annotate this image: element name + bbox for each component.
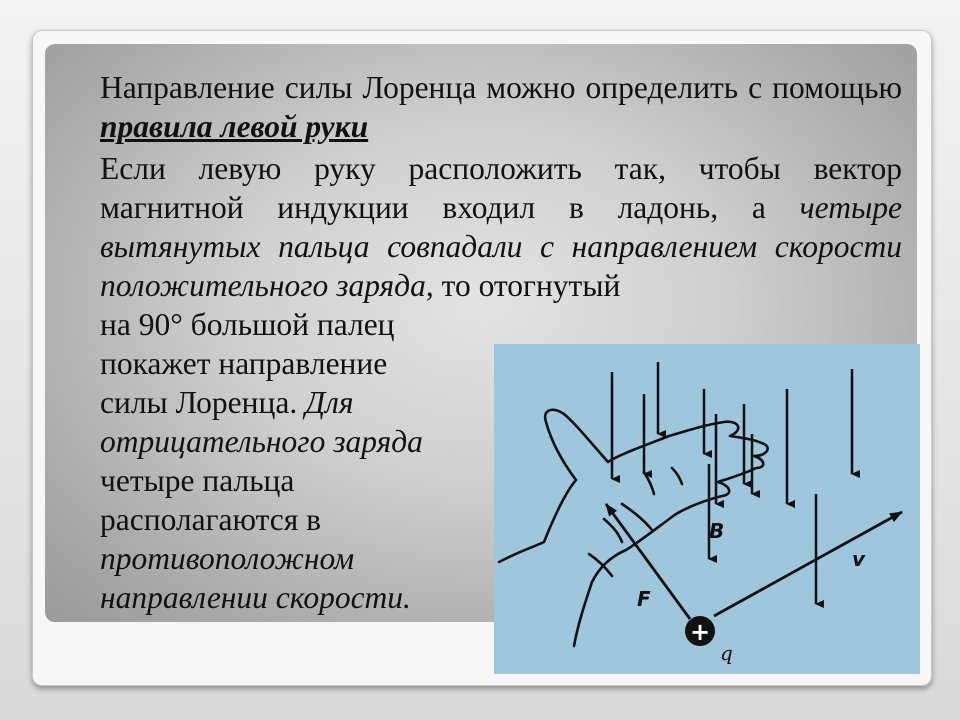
p2-line-force: силы Лоренца. (100, 385, 298, 420)
p2-line-2: магнитной индукции входил в ладонь, а (100, 190, 766, 225)
label-F: F (637, 587, 651, 611)
paragraph-1 (100, 68, 902, 146)
label-B: B (709, 519, 725, 543)
p2-line-1: Если левую руку расположить так, чтобы вектор (100, 151, 902, 186)
charge-sign: + (689, 618, 711, 646)
left-hand-rule-term: правила левой руки (100, 109, 369, 144)
p2-line-shows: покажет направление (100, 346, 388, 381)
label-q: q (720, 641, 733, 665)
hand-diagram (494, 344, 920, 674)
velocity-vector (714, 512, 902, 616)
p2-italic-negative: отрицательного заряда (100, 424, 423, 459)
p1-text: Направление силы Лоренца можно определить с помощью (100, 70, 902, 105)
p2-italic-for: Для (305, 385, 354, 420)
p2-then-thumb: , то отогнутый (425, 268, 621, 303)
narrow-column (100, 305, 490, 617)
p2-line-thumb: на 90° большой палец (100, 307, 395, 342)
hand-outline (499, 410, 768, 646)
magnetic-field-lines (612, 362, 852, 604)
positive-charge (685, 616, 715, 646)
left-hand-rule-figure (494, 344, 920, 674)
p2-line-four-fingers: четыре пальца (100, 463, 295, 498)
paragraph-2 (100, 149, 902, 305)
p2-italic-velocity-dir: направлении скорости. (100, 580, 411, 615)
p2-line-located: располагаются в (100, 502, 321, 537)
p2-italic-opposite: противоположном (100, 541, 355, 576)
p2-italic-fingers: четыре вытянутых пальца совпадали с направлением скорости положительного заряда (100, 190, 903, 303)
label-v: v (852, 547, 866, 571)
